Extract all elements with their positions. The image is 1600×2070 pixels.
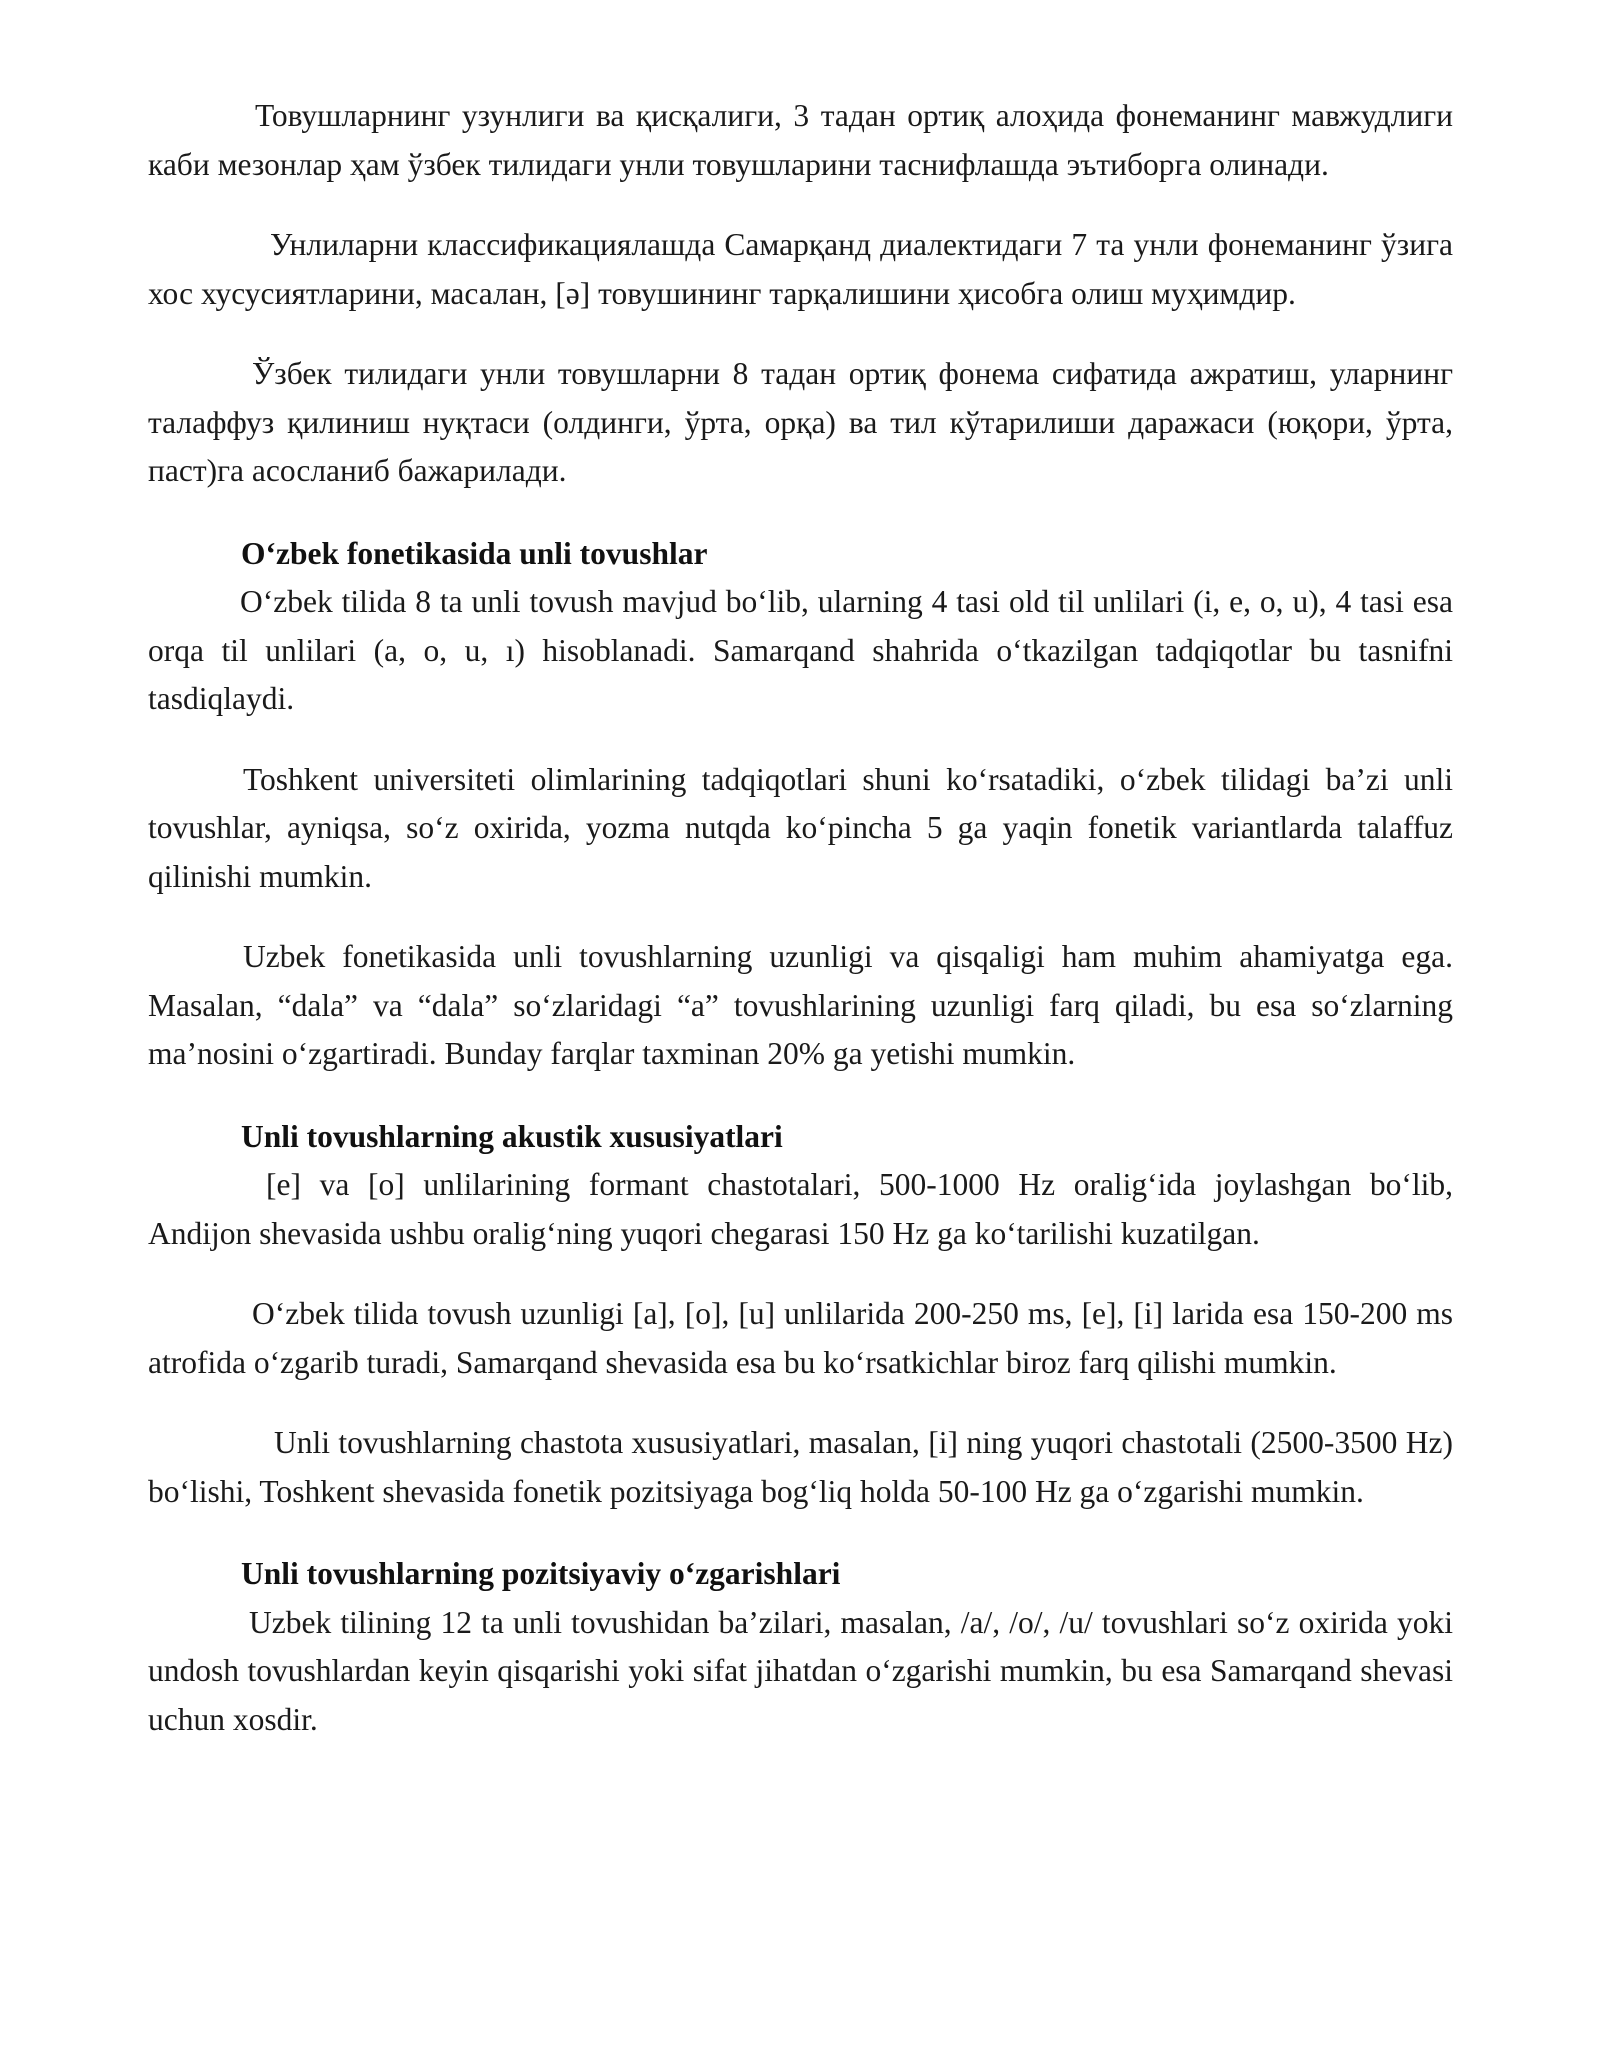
section-heading-vowels-in-phonetics: O‘zbek fonetikasida unli tovushlar [241, 535, 708, 571]
paragraph-samarkand-dialect-vowels: Унлиларни классификациялашда Самарқанд диалектидаги 7 та унли фонеманинг ўзига хос хусусиятларини, масалан, [ә] товушининг тарқалишини ҳисобга олиш муҳимдир. [148, 227, 1453, 311]
paragraph-vowel-length-meaning: Uzbek fonetikasida unli tovushlarning uzunligi va qisqaligi ham muhim ahamiyatga ega. Masalan, “dala” va “dala” so‘zlaridagi “a” tovushlarining uzunligi farq qiladi, bu esa so‘zlarning ma’nosini o‘zgartiradi. Bunday farqlar taxminan 20% ga yetishi mumkin. [148, 939, 1453, 1071]
paragraph-eight-vowels: O‘zbek tilida 8 ta unli tovush mavjud bo‘lib, ularning 4 tasi old til unlilari (i, e, o, u), 4 tasi esa orqa til unlilari (a, o, u, ı) hisoblanadi. Samarqand shahrida o‘tkazilgan tadqiqotlar bu tasnifni tasdiqlaydi. [148, 584, 1453, 716]
paragraph-vowel-length-criteria: Товушларнинг узунлиги ва қисқалиги, 3 тадан ортиқ алоҳида фонеманинг мавжудлиги каби мезонлар ҳам ўзбек тилидаги унли товушларини таснифлашда эътиборга олинади. [148, 98, 1453, 182]
paragraph-formant-frequencies: [e] va [o] unlilarining formant chastotalari, 500-1000 Hz oralig‘ida joylashgan bo‘lib, Andijon shevasida ushbu oralig‘ning yuqori chegarasi 150 Hz ga ko‘tarilishi kuzatilgan. [148, 1167, 1453, 1251]
paragraph-frequency-properties: Unli tovushlarning chastota xususiyatlari, masalan, [i] ning yuqori chastotali (2500-3500 Hz) bo‘lishi, Toshkent shevasida fonetik pozitsiyaga bog‘liq holda 50-100 Hz ga o‘zgarishi mumkin. [148, 1425, 1453, 1509]
section-heading-acoustic-properties: Unli tovushlarning akustik xususiyatlari [241, 1118, 783, 1154]
paragraph-positional-vowel-changes: Uzbek tilining 12 ta unli tovushidan ba’zilari, masalan, /a/, /o/, /u/ tovushlari so‘z oxirida yoki undosh tovushlardan keyin qisqarishi yoki sifat jihatdan o‘zgarishi mumkin, bu esa Samarqand shevasi uchun xosdir. [148, 1604, 1453, 1737]
paragraph-vowel-duration: O‘zbek tilida tovush uzunligi [a], [o], [u] unlilarida 200-250 ms, [e], [i] larida esa 150-200 ms atrofida o‘zgarib turadi, Samarqand shevasida esa bu ko‘rsatkichlar biroz farq qilishi mumkin. [148, 1296, 1453, 1380]
paragraph-tashkent-research: Toshkent universiteti olimlarining tadqiqotlari shuni ko‘rsatadiki, o‘zbek tilidagi ba’zi unli tovushlar, ayniqsa, so‘z oxirida, yozma nutqda ko‘pincha 5 ga yaqin fonetik variantlarda talaffuz qilinishi mumkin. [148, 761, 1453, 894]
section-heading-positional-changes: Unli tovushlarning pozitsiyaviy o‘zgarishlari [241, 1556, 841, 1591]
document-page [148, 92, 1453, 1776]
paragraph-vowel-classification: Ўзбек тилидаги унли товушларни 8 тадан ортиқ фонема сифатида ажратиш, уларнинг талаффуз қилиниш нуқтаси (олдинги, ўрта, орқа) ва тил кўтарилиши даражаси (юқори, ўрта, паст)га асосланиб бажарилади. [148, 356, 1453, 488]
